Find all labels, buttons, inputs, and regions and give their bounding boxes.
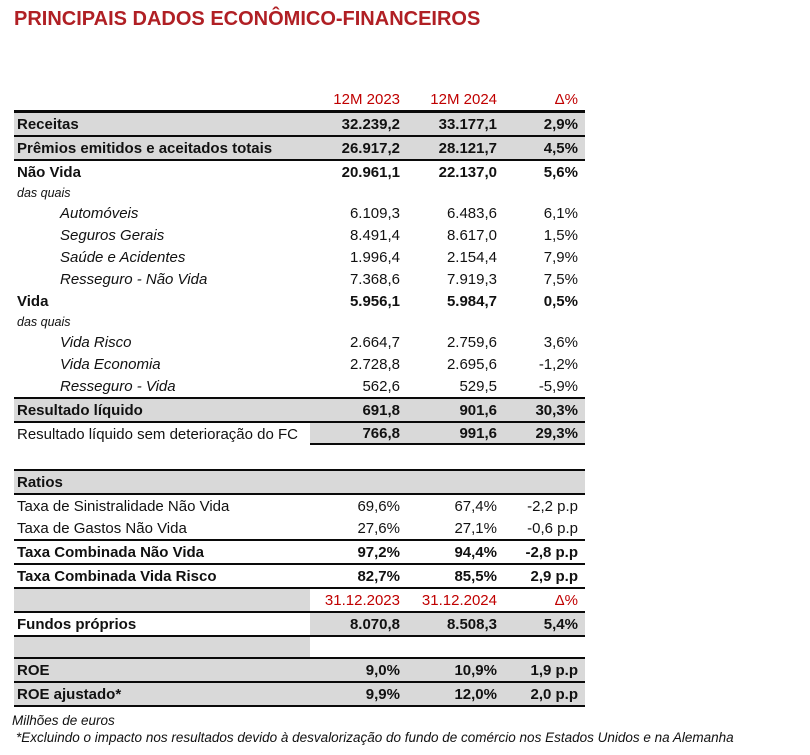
value-period1	[310, 471, 400, 493]
value-period1: 766,8	[310, 423, 400, 445]
value-period2: 94,4%	[454, 543, 497, 561]
value-delta: 2,0 p.p	[530, 685, 578, 703]
value-period2: 27,1%	[454, 519, 497, 537]
capital-rows-section	[14, 589, 585, 707]
value-period1: 20.961,1	[341, 163, 400, 181]
row-label: das quais	[17, 314, 71, 329]
value-delta: 3,6%	[543, 333, 578, 351]
value-period2	[400, 471, 497, 493]
value-delta: 7,9%	[543, 248, 578, 266]
value-period1: 7.368,6	[349, 270, 400, 288]
row-label: Fundos próprios	[17, 615, 137, 633]
value-delta: 4,5%	[543, 139, 578, 157]
table-row	[14, 495, 585, 517]
value-delta	[497, 471, 585, 493]
financial-table	[14, 89, 585, 707]
row-label: Resultado líquido sem deterioração do FC	[17, 425, 298, 443]
table-row	[14, 375, 585, 399]
row-label: Vida Risco	[60, 333, 132, 351]
row-label: das quais	[17, 185, 71, 200]
value-period1: 82,7%	[357, 567, 400, 585]
value-delta: 30,3%	[535, 401, 578, 419]
column-header-row	[14, 89, 585, 113]
ratios-rows-section	[14, 469, 585, 589]
value-period1	[310, 183, 400, 202]
row-label: Resultado líquido	[17, 401, 143, 419]
value-delta: -1,2%	[538, 355, 578, 373]
row-label: Taxa Combinada Não Vida	[17, 543, 204, 561]
value-period2: 991,6	[400, 423, 497, 445]
value-delta: -0,6 p.p	[527, 519, 578, 537]
value-period2: 33.177,1	[438, 115, 497, 133]
table-row	[14, 161, 585, 183]
value-delta: 29,3%	[497, 423, 585, 445]
table-row	[14, 611, 585, 637]
row-label: Seguros Gerais	[60, 226, 165, 244]
table-row	[14, 637, 585, 657]
row-label: Automóveis	[60, 204, 139, 222]
table-row	[14, 565, 585, 589]
value-period1: 26.917,2	[341, 139, 400, 157]
value-period1: 5.956,1	[349, 292, 400, 310]
value-period1: 8.491,4	[349, 226, 400, 244]
row-label: Resseguro - Vida	[60, 377, 176, 395]
value-period1: 2.728,8	[349, 355, 400, 373]
value-period2	[400, 637, 497, 657]
value-delta: 5,4%	[497, 613, 585, 635]
value-period2: 67,4%	[454, 497, 497, 515]
value-delta	[497, 312, 585, 331]
value-period2: 22.137,0	[438, 163, 497, 181]
table-row	[14, 399, 585, 423]
value-period1: 562,6	[362, 377, 400, 395]
value-delta: 0,5%	[543, 292, 578, 310]
column-header-empty	[14, 89, 310, 110]
value-period2: 12,0%	[454, 685, 497, 703]
table-row	[14, 539, 585, 565]
unit-note: Milhões de euros	[12, 713, 115, 728]
value-period2: 28.121,7	[438, 139, 497, 157]
table-row	[14, 331, 585, 353]
column-header-period2: 12M 2024	[430, 91, 497, 108]
value-period2: 2.695,6	[446, 355, 497, 373]
row-label: Taxa de Sinistralidade Não Vida	[17, 497, 230, 515]
value-period1: 31.12.2023	[324, 591, 400, 609]
row-label: Prêmios emitidos e aceitados totais	[17, 139, 273, 157]
table-row	[14, 224, 585, 246]
value-period1: 32.239,2	[341, 115, 400, 133]
row-label: Vida Economia	[60, 355, 161, 373]
row-label: Taxa Combinada Vida Risco	[17, 567, 217, 585]
table-row	[14, 517, 585, 539]
value-period1: 9,0%	[365, 661, 400, 679]
table-row	[14, 268, 585, 290]
row-label	[14, 589, 310, 611]
value-period1: 691,8	[362, 401, 400, 419]
table-row	[14, 353, 585, 375]
row-label: Vida	[17, 292, 49, 310]
value-period1: 2.664,7	[349, 333, 400, 351]
value-delta: 1,5%	[543, 226, 578, 244]
value-period2: 2.759,6	[446, 333, 497, 351]
value-delta	[497, 637, 585, 657]
value-delta: 1,9 p.p	[530, 661, 578, 679]
value-period2	[400, 183, 497, 202]
value-period1: 6.109,3	[349, 204, 400, 222]
main-rows-section	[14, 113, 585, 445]
table-row	[14, 137, 585, 161]
table-row	[14, 312, 585, 331]
column-header-delta: Δ%	[554, 91, 578, 108]
row-label: ROE ajustado*	[17, 685, 122, 703]
value-period2: 31.12.2024	[421, 591, 497, 609]
table-row	[14, 657, 585, 683]
value-period2: 6.483,6	[446, 204, 497, 222]
value-delta: 5,6%	[543, 163, 578, 181]
value-delta: -2,8 p.p	[525, 543, 578, 561]
row-label: Taxa de Gastos Não Vida	[17, 519, 187, 537]
row-label	[14, 637, 310, 657]
table-row	[14, 469, 585, 495]
value-period1: 69,6%	[357, 497, 400, 515]
value-period1: 1.996,4	[349, 248, 400, 266]
asterisk-footnote: *Excluindo o impacto nos resultados devido à desvalorização do fundo de comércio nos Estados Unidos e na Alemanha	[16, 730, 734, 745]
table-row	[14, 423, 585, 445]
value-period2: 10,9%	[454, 661, 497, 679]
value-delta: -5,9%	[538, 377, 578, 395]
value-delta: 2,9 p.p	[530, 567, 578, 585]
row-label: Ratios	[17, 473, 63, 491]
row-label: Resseguro - Não Vida	[60, 270, 208, 288]
value-delta: -2,2 p.p	[527, 497, 578, 515]
value-period2: 5.984,7	[446, 292, 497, 310]
value-delta	[497, 183, 585, 202]
section-gap	[14, 445, 585, 469]
table-row	[14, 202, 585, 224]
value-period1: 97,2%	[357, 543, 400, 561]
value-period1: 27,6%	[357, 519, 400, 537]
table-row	[14, 589, 585, 611]
value-delta: Δ%	[554, 591, 578, 609]
row-label: Não Vida	[17, 163, 81, 181]
value-period1	[310, 637, 400, 657]
table-row	[14, 183, 585, 202]
value-period1	[310, 312, 400, 331]
page-title: PRINCIPAIS DADOS ECONÔMICO-FINANCEIROS	[14, 8, 481, 30]
value-delta: 7,5%	[543, 270, 578, 288]
table-row	[14, 113, 585, 137]
table-row	[14, 290, 585, 312]
value-period2: 2.154,4	[446, 248, 497, 266]
table-row	[14, 246, 585, 268]
value-period2: 7.919,3	[446, 270, 497, 288]
row-label: ROE	[17, 661, 50, 679]
value-delta: 6,1%	[543, 204, 578, 222]
value-period2: 85,5%	[454, 567, 497, 585]
value-period2: 901,6	[459, 401, 497, 419]
row-label: Saúde e Acidentes	[60, 248, 186, 266]
value-period2: 529,5	[459, 377, 497, 395]
column-header-period1: 12M 2023	[333, 91, 400, 108]
value-period2: 8.617,0	[446, 226, 497, 244]
table-row	[14, 683, 585, 707]
value-period1: 8.070,8	[310, 613, 400, 635]
value-period2	[400, 312, 497, 331]
row-label: Receitas	[17, 115, 79, 133]
value-period2: 8.508,3	[400, 613, 497, 635]
table-footer	[12, 712, 810, 746]
value-delta: 2,9%	[543, 115, 578, 133]
value-period1: 9,9%	[365, 685, 400, 703]
